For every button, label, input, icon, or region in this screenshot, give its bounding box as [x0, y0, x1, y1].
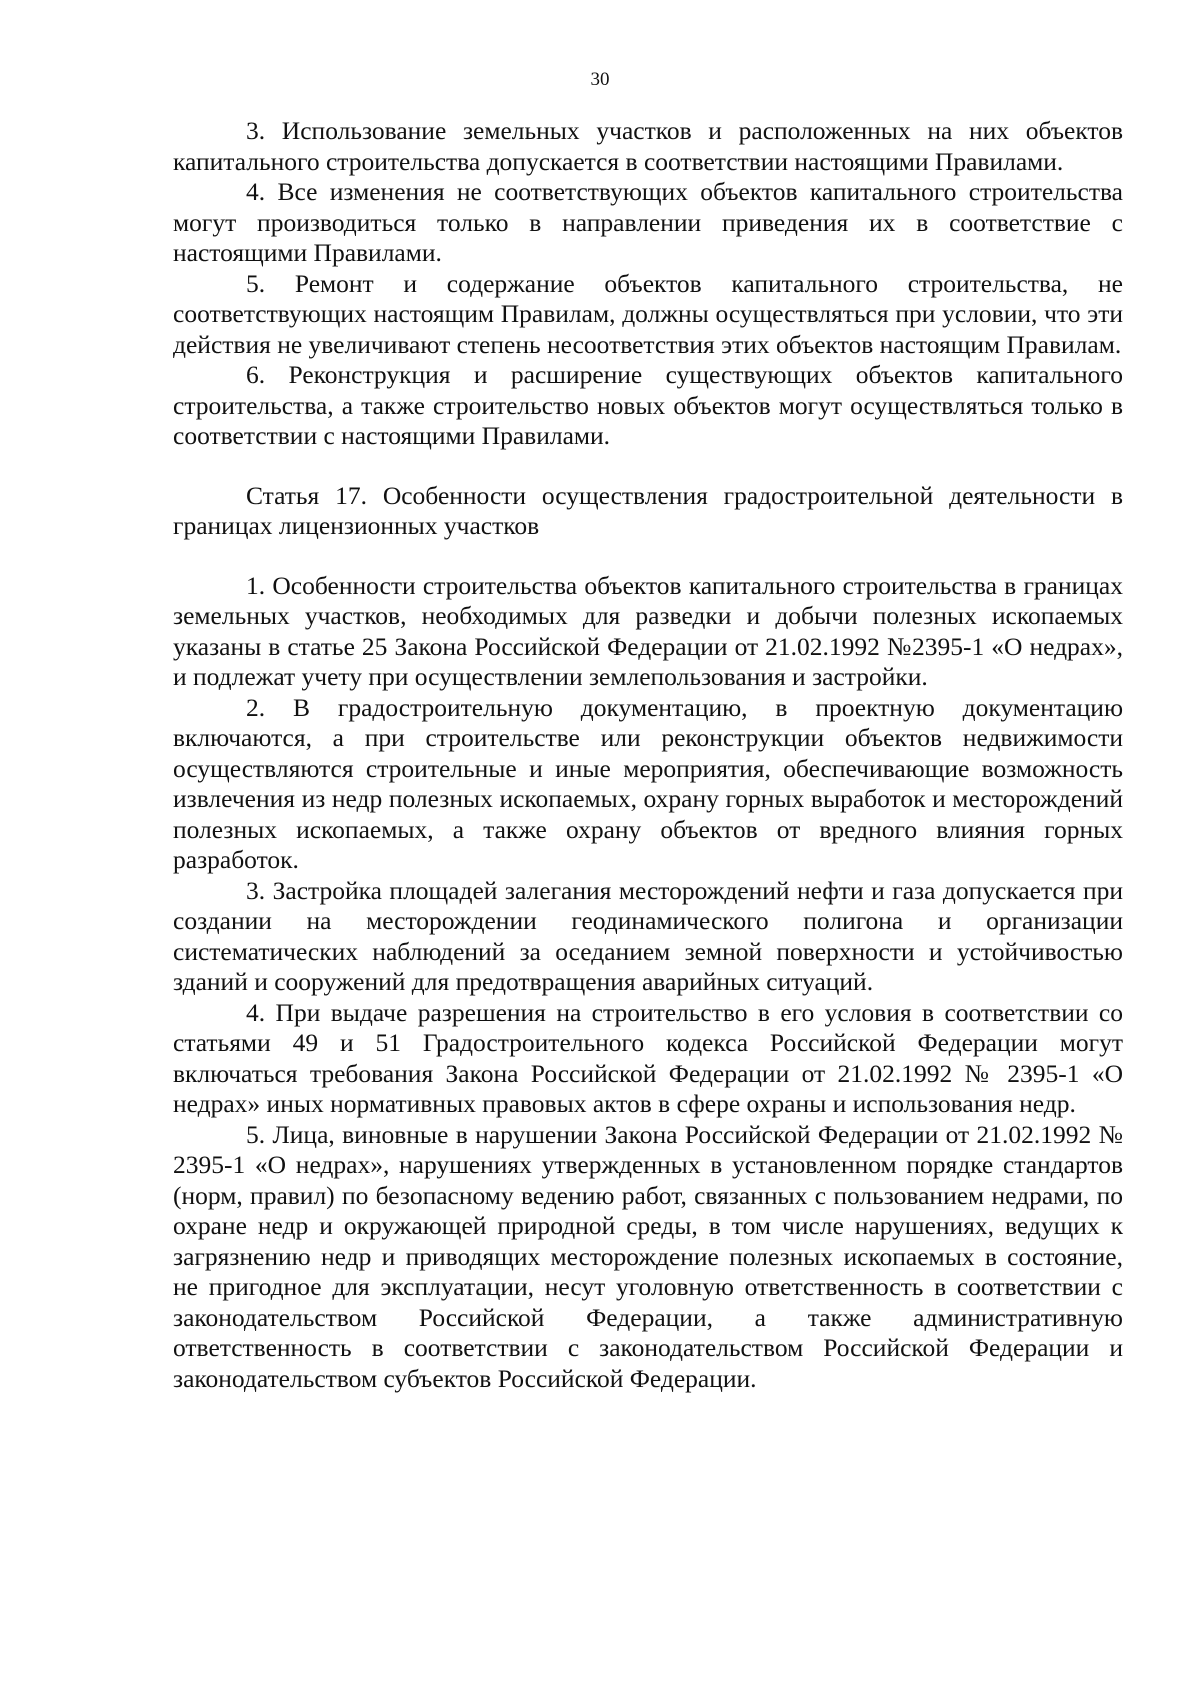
paragraph-6: 6. Реконструкция и расширение существующих объектов капитального строительства, а также строительство новых объектов могут осуществляться только в соответствии с настоящими Правилами.: [173, 360, 1123, 450]
article-paragraph-1: 1. Особенности строительства объектов капитального строительства в границах земельных участков, необходимых для разведки и добычи полезных ископаемых указаны в статье 25 Закона Российской Федерации от 21.02.1992 №2395-1 «О недрах», и подлежат учету при осуществлении землепользования и застройки.: [173, 570, 1123, 691]
document-body: [173, 116, 1123, 1394]
article-paragraph-2: 2. В градостроительную документацию, в проектную документацию включаются, а при строительстве или реконструкции объектов недвижимости осуществляются строительные и иные мероприятия, обеспечивающие возможность извлечения из недр полезных ископаемых, охрану горных выработок и месторождений полезных ископаемых, а также охрану объектов от вредного влияния горных разработок.: [173, 692, 1123, 874]
article-paragraph-3: 3. Застройка площадей залегания месторождений нефти и газа допускается при создании на месторождении геодинамического полигона и организации систематических наблюдений за оседанием земной поверхности и устойчивостью зданий и сооружений для предотвращения аварийных ситуаций.: [173, 875, 1123, 996]
section-general-provisions: [173, 116, 1123, 452]
paragraph-3: 3. Использование земельных участков и расположенных на них объектов капитального строительства допускается в соответствии настоящими Правилами.: [173, 116, 1123, 176]
page-number: 30: [590, 69, 610, 90]
paragraph-4: 4. Все изменения не соответствующих объектов капитального строительства могут производиться только в направлении приведения их в соответствие с настоящими Правилами.: [173, 177, 1123, 267]
paragraph-5: 5. Ремонт и содержание объектов капитального строительства, не соответствующих настоящим Правилам, должны осуществляться при условии, что эти действия не увеличивают степень несоответствия этих объектов настоящим Правилам.: [173, 268, 1123, 359]
article-heading: Статья 17. Особенности осуществления градостроительной деятельности в границах лицензионных участков: [173, 480, 1123, 540]
article-paragraph-4: 4. При выдаче разрешения на строительство в его условия в соответствии со статьями 49 и 51 Градостроительного кодекса Российской Федерации могут включаться требования Закона Российской Федерации от 21.02.1992 № 2395-1 «О недрах» иных нормативных правовых актов в сфере охраны и использования недр.: [173, 997, 1123, 1118]
article-paragraph-5: 5. Лица, виновные в нарушении Закона Российской Федерации от 21.02.1992 № 2395-1 «О недрах», нарушениях утвержденных в установленном порядке стандартов (норм, правил) по безопасному ведению работ, связанных с пользованием недрами, по охране недр и окружающей природной среды, в том числе нарушениях, ведущих к загрязнению недр и приводящих месторождение полезных ископаемых в состояние, не пригодное для эксплуатации, несут уголовную ответственность в соответствии с законодательством Российской Федерации, а также административную ответственность в соответствии с законодательством Российской Федерации и законодательством субъектов Российской Федерации.: [173, 1119, 1123, 1393]
section-article-17: [173, 571, 1123, 1395]
